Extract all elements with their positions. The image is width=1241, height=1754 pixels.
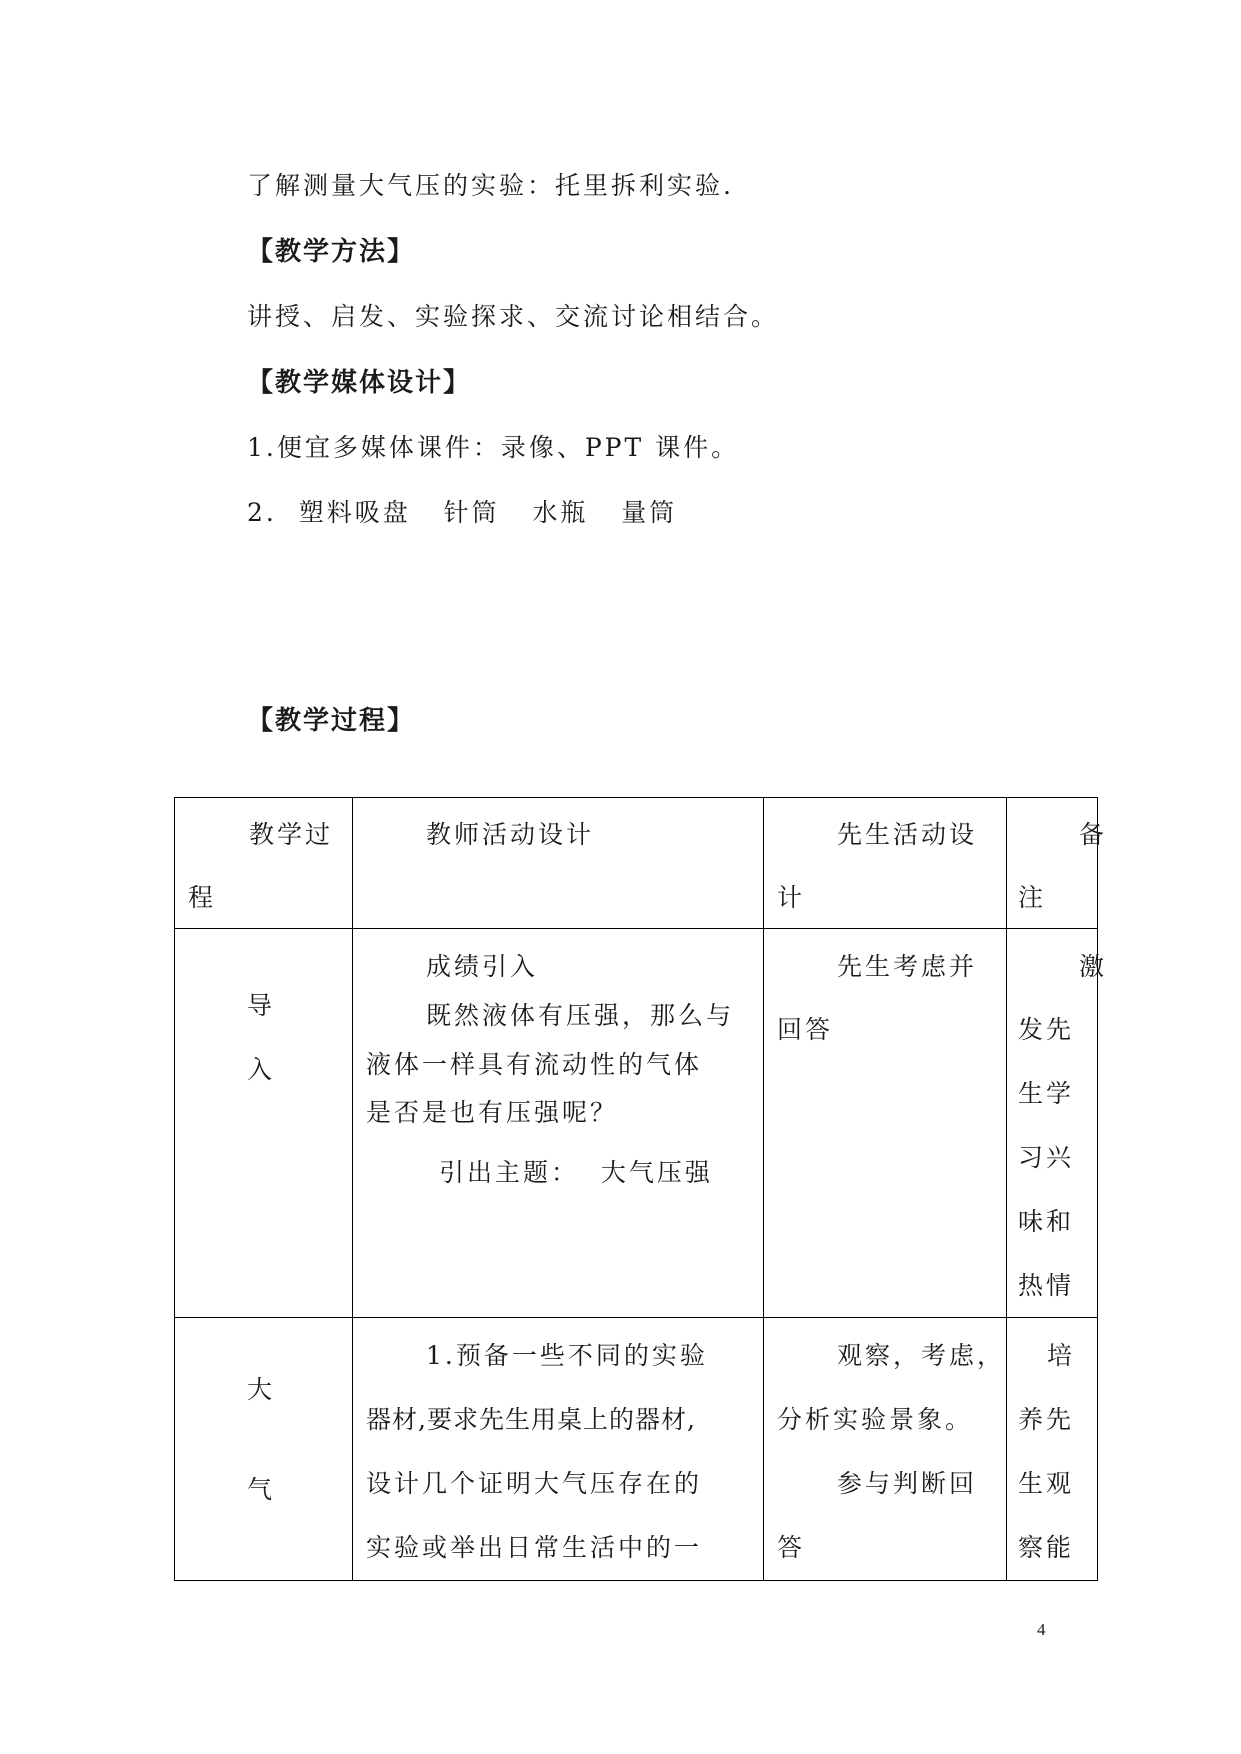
row2-note-line2: 养先 <box>1018 1405 1075 1434</box>
row1-student-cell <box>764 929 1007 1318</box>
row2-stage-cell <box>175 1318 353 1581</box>
row2-teacher-line2: 器材,要求先生用桌上的器材, <box>366 1405 696 1434</box>
heading-teaching-process: 【教学过程】 <box>247 706 416 736</box>
row1-note-line3: 生学 <box>1018 1079 1075 1108</box>
row2-note-cell <box>1007 1318 1098 1581</box>
header-cell-teacher <box>353 798 764 929</box>
row1-student-line2: 回答 <box>777 1015 834 1044</box>
header-cell-stage <box>175 798 353 929</box>
row1-teacher-line3: 液体一样具有流动性的气体 <box>366 1050 703 1079</box>
row2-teacher-line4: 实验或举出日常生活中的一 <box>366 1533 703 1562</box>
row1-stage-char1: 导 <box>247 991 276 1020</box>
row2-note-line1: 培 <box>1047 1341 1076 1370</box>
row2-teacher-cell <box>353 1318 764 1581</box>
page-number: 4 <box>1037 1620 1046 1639</box>
row1-note-line5: 味和 <box>1018 1207 1075 1236</box>
header-student-line2: 计 <box>777 883 806 912</box>
row1-teacher-line5: 引出主题： 大气压强 <box>439 1158 713 1187</box>
header-cell-note <box>1007 798 1108 929</box>
row1-note-line4: 习兴 <box>1018 1143 1075 1172</box>
header-note-line2: 注 <box>1018 883 1047 912</box>
row2-teacher-line1: 1.预备一些不同的实验 <box>426 1341 708 1370</box>
row1-student-line1: 先生考虑并 <box>837 952 978 981</box>
media-item-2: 2. 塑料吸盘 针筒 水瓶 量筒 <box>247 498 678 527</box>
row2-student-line1: 观察，考虑， <box>837 1341 1006 1370</box>
row2-student-line3: 参与判断回 <box>837 1469 978 1498</box>
header-stage-line1: 教学过 <box>249 820 334 849</box>
row2-student-line4: 答 <box>777 1533 806 1562</box>
row1-note-line2: 发先 <box>1018 1015 1075 1044</box>
heading-teaching-method: 【教学方法】 <box>247 237 416 267</box>
row1-teacher-cell <box>353 929 764 1318</box>
row2-student-cell <box>764 1318 1007 1581</box>
heading-teaching-media: 【教学媒体设计】 <box>247 368 472 398</box>
media-item-1: 1.便宜多媒体课件：录像、PPT 课件。 <box>247 433 740 462</box>
row2-teacher-line3: 设计几个证明大气压存在的 <box>366 1469 703 1498</box>
header-teacher: 教师活动设计 <box>426 820 595 849</box>
row2-stage-char1: 大 <box>247 1375 276 1404</box>
row1-teacher-line1: 成绩引入 <box>426 952 539 981</box>
row1-note-cell <box>1007 929 1108 1318</box>
header-cell-student <box>764 798 1007 929</box>
table-row-intro <box>175 929 1098 1318</box>
header-stage-line2: 程 <box>188 883 217 912</box>
row2-stage-char2: 气 <box>247 1475 276 1504</box>
row1-note-line6: 热情 <box>1018 1271 1075 1300</box>
header-student-line1: 先生活动设 <box>837 820 978 849</box>
row2-student-line2: 分析实验景象。 <box>777 1405 974 1434</box>
table-header-row <box>175 798 1098 929</box>
table-row-atmosphere <box>175 1318 1098 1581</box>
row1-stage-char2: 入 <box>247 1055 276 1084</box>
row2-note-line3: 生观 <box>1018 1469 1075 1498</box>
teaching-method-text: 讲授、启发、实验探求、交流讨论相结合。 <box>247 302 780 331</box>
intro-line-experiment: 了解测量大气压的实验：托里拆利实验. <box>247 171 734 200</box>
row1-note-line1: 激 <box>1079 952 1108 981</box>
row1-stage-cell <box>175 929 353 1318</box>
header-note-line1: 备 <box>1079 820 1108 849</box>
row1-teacher-line4: 是否是也有压强呢？ <box>366 1098 619 1127</box>
row2-note-line4: 察能 <box>1018 1533 1075 1562</box>
teaching-process-table <box>174 797 1108 1581</box>
row1-teacher-line2: 既然液体有压强，那么与 <box>426 1001 735 1030</box>
